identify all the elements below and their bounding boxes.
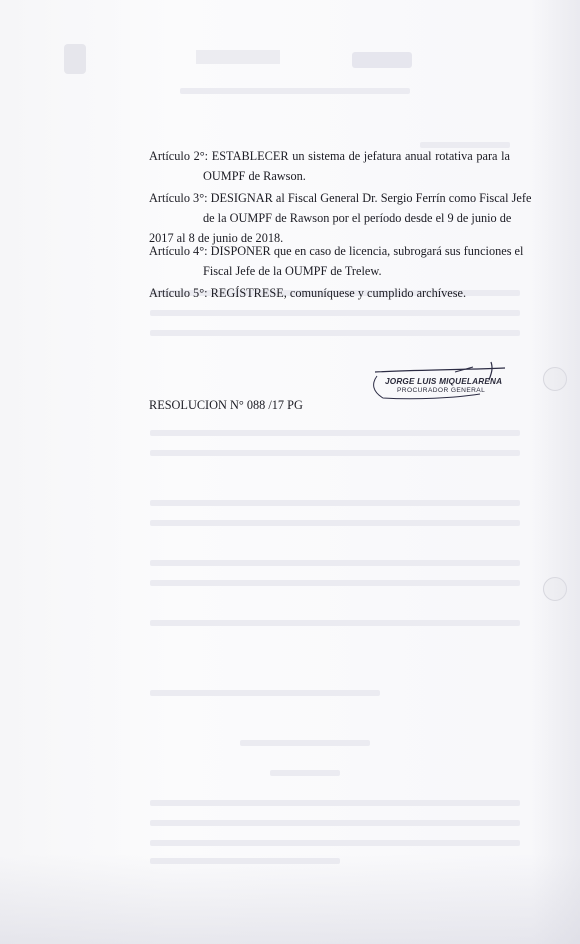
article-3-line-3: 2017 al 8 de junio de 2018.	[149, 231, 284, 245]
bleed-through-line	[150, 330, 520, 336]
bleed-through-line	[240, 740, 370, 746]
bleed-through-line	[150, 560, 520, 566]
signer-name: JORGE LUIS MIQUELARENA	[385, 377, 503, 386]
bleed-through-brand	[352, 52, 412, 68]
article-5-line-1: Artículo 5°: REGÍSTRESE, comuníquese y cumplido archívese.	[149, 286, 467, 300]
bleed-through-line	[150, 800, 520, 806]
bleed-through-header	[196, 50, 280, 64]
signature-block	[355, 358, 505, 418]
bleed-through-line	[150, 500, 520, 506]
bleed-through-line	[150, 620, 520, 626]
bleed-through-line	[150, 820, 520, 826]
bleed-through-line	[150, 430, 520, 436]
bleed-through-line	[270, 770, 340, 776]
article-4-line-2: Fiscal Jefe de la OUMPF de Trelew.	[203, 264, 382, 278]
signer-role: PROCURADOR GENERAL	[397, 387, 486, 394]
bleed-through-line	[180, 88, 410, 94]
article-3-line-2: de la OUMPF de Rawson por el período desde el 9 de junio de	[203, 211, 512, 225]
bleed-through-line	[150, 450, 520, 456]
bleed-through-line	[150, 690, 380, 696]
bleed-through-line	[150, 840, 520, 846]
bleed-through-line	[150, 580, 520, 586]
bleed-through-line	[150, 310, 520, 316]
page-shadow-bottom	[0, 854, 580, 944]
resolution-number: RESOLUCION N° 088 /17 PG	[149, 398, 303, 412]
bleed-through-logo	[64, 44, 86, 74]
article-3-line-1: Artículo 3°: DESIGNAR al Fiscal General Dr. Sergio Ferrín como Fiscal Jefe	[149, 191, 532, 205]
article-2-line-1: Artículo 2°: ESTABLECER un sistema de jefatura anual rotativa para la	[149, 149, 510, 163]
article-4-line-1: Artículo 4°: DISPONER que en caso de licencia, subrogará sus funciones el	[149, 244, 524, 258]
bleed-through-line	[150, 520, 520, 526]
page-shadow-right	[532, 0, 580, 944]
article-2-line-2: OUMPF de Rawson.	[203, 169, 306, 183]
